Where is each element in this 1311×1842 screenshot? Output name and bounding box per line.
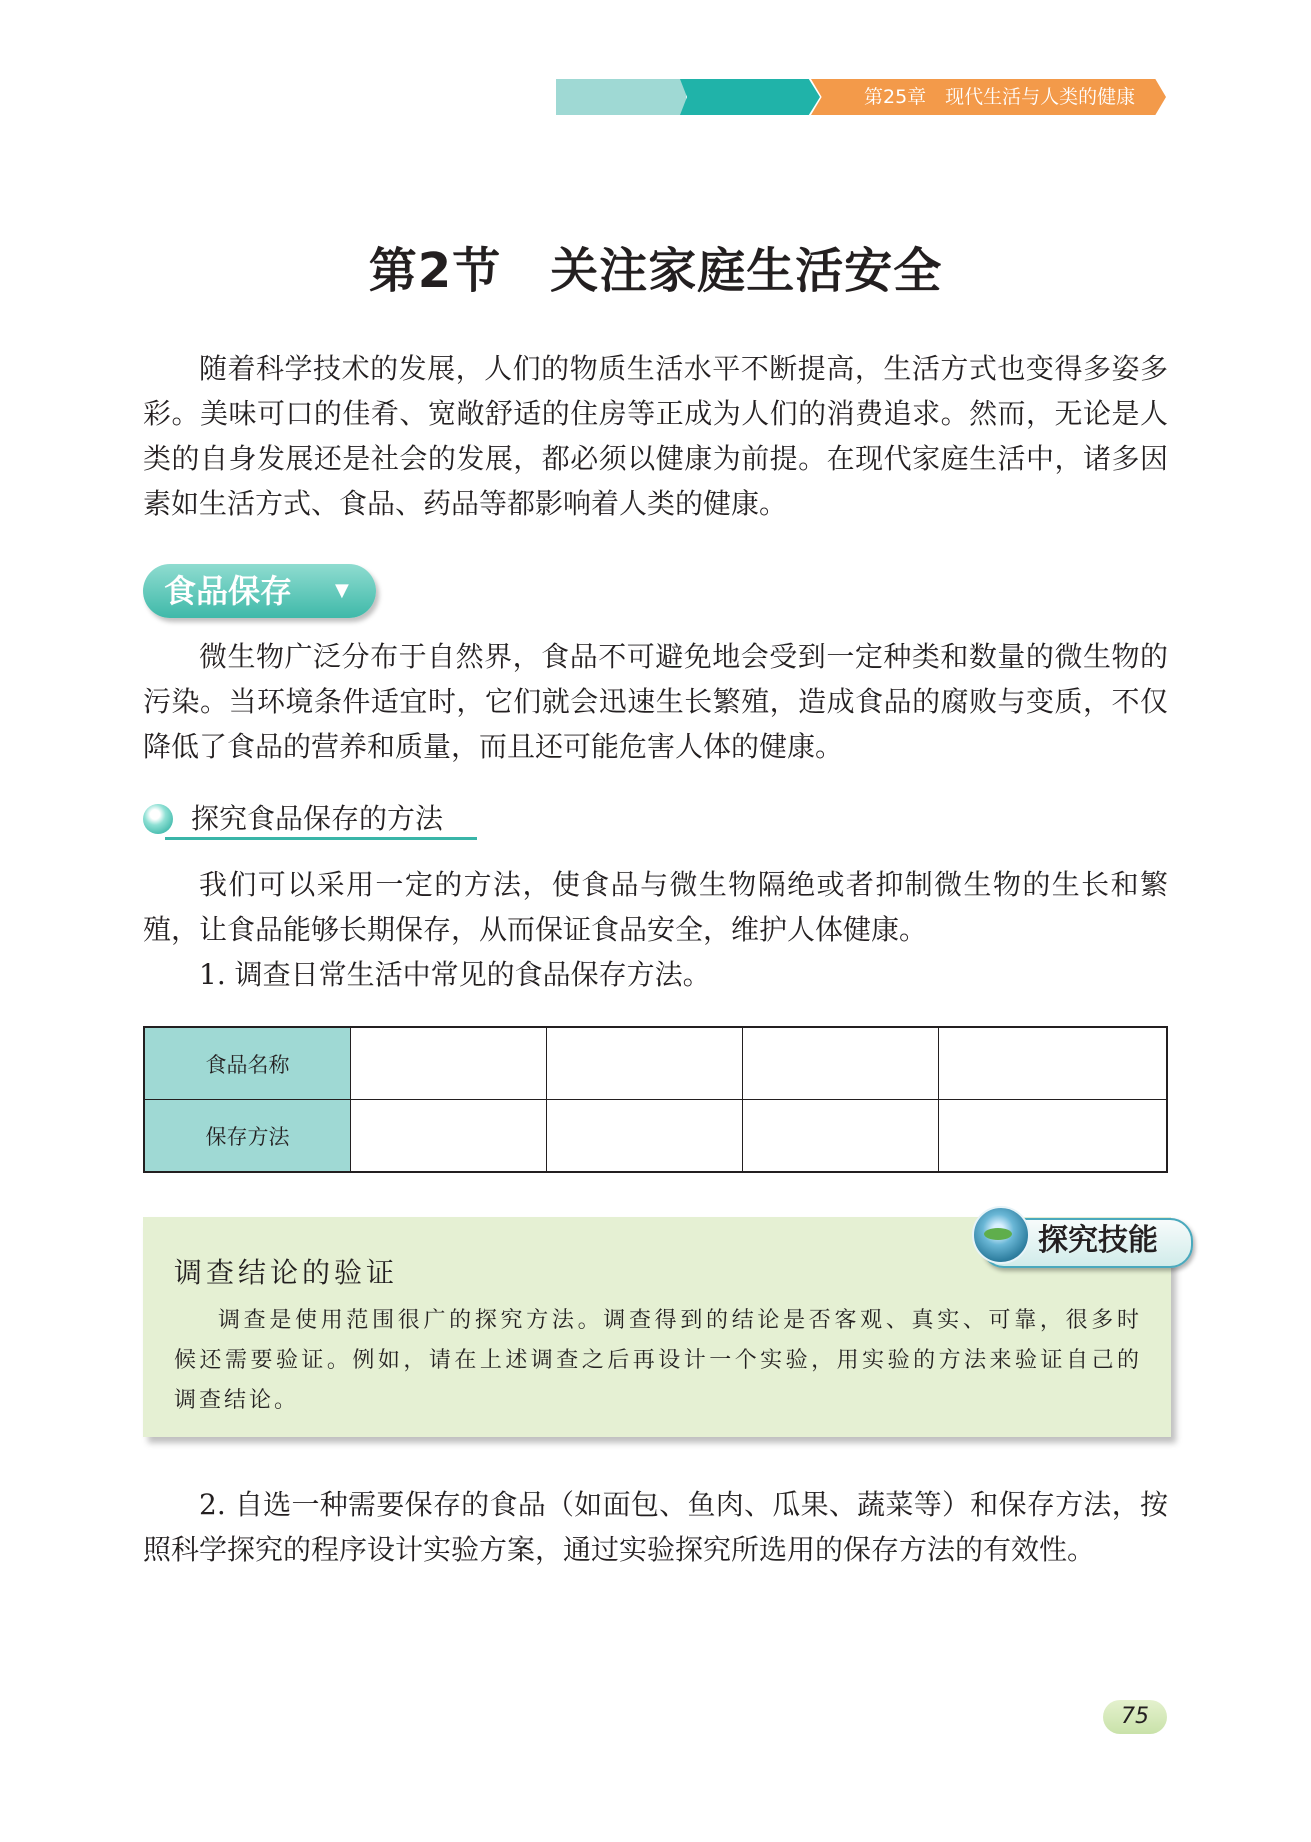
table-cell xyxy=(351,1100,547,1173)
table-cell xyxy=(742,1027,938,1100)
header-band-teal xyxy=(680,79,820,115)
page-number: 75 xyxy=(1103,1700,1167,1734)
skill-box-text: 调查是使用范围很广的探究方法。调查得到的结论是否客观、真实、可靠，很多时候还需要验证。例如，请在上述调查之后再设计一个实验，用实验的方法来验证自己的调查结论。 xyxy=(174,1308,1142,1413)
table-cell xyxy=(546,1100,742,1173)
subheading-underline xyxy=(165,837,477,840)
chapter-title: 第25章 现代生活与人类的健康 xyxy=(864,86,1136,108)
table-cell xyxy=(938,1027,1167,1100)
triangle-down-icon: ▼ xyxy=(335,580,349,601)
table-cell xyxy=(546,1027,742,1100)
table-cell xyxy=(938,1100,1167,1173)
inquiry-paragraph: 我们可以采用一定的方法，使食品与微生物隔绝或者抑制微生物的生长和繁殖，让食品能够长期保存，从而保证食品安全，维护人体健康。 xyxy=(143,868,1168,946)
skill-badge xyxy=(981,1208,1189,1266)
table-row xyxy=(144,1100,1167,1173)
survey-table xyxy=(143,1026,1168,1173)
step-1-text: 1. 调查日常生活中常见的食品保存方法。 xyxy=(199,958,711,991)
row-header-food-name: 食品名称 xyxy=(144,1027,351,1100)
step-2-text: 2. 自选一种需要保存的食品（如面包、鱼肉、瓜果、蔬菜等）和保存方法，按照科学探究的程序设计实验方案，通过实验探究所选用的保存方法的有效性。 xyxy=(143,1488,1168,1566)
topic-pill-label: 食品保存 xyxy=(164,572,293,610)
table-row xyxy=(144,1027,1167,1100)
skill-box-title: 调查结论的验证 xyxy=(174,1256,399,1289)
chapter-header-banner xyxy=(556,79,1166,115)
table-cell xyxy=(742,1100,938,1173)
section-title: 第2节 关注家庭生活安全 xyxy=(368,243,943,299)
table-cell xyxy=(351,1027,547,1100)
inquiry-subheading xyxy=(143,800,477,838)
topic-paragraph: 微生物广泛分布于自然界，食品不可避免地会受到一定种类和数量的微生物的污染。当环境条件适宜时，它们就会迅速生长繁殖，造成食品的腐败与变质，不仅降低了食品的营养和质量，而且还可能危害人体的健康。 xyxy=(143,640,1168,763)
skill-badge-label: 探究技能 xyxy=(1038,1223,1158,1258)
row-header-storage-method: 保存方法 xyxy=(144,1100,351,1173)
inquiry-subheading-text: 探究食品保存的方法 xyxy=(191,802,444,835)
bullet-dot-icon xyxy=(143,804,173,834)
globe-icon xyxy=(972,1206,1030,1264)
topic-pill xyxy=(143,564,376,618)
intro-paragraph: 随着科学技术的发展，人们的物质生活水平不断提高，生活方式也变得多姿多彩。美味可口的佳肴、宽敞舒适的住房等正成为人们的消费追求。然而，无论是人类的自身发展还是社会的发展，都必须以健康为前提。在现代家庭生活中，诸多因素如生活方式、食品、药品等都影响着人类的健康。 xyxy=(143,352,1168,520)
header-band-light xyxy=(556,79,686,115)
